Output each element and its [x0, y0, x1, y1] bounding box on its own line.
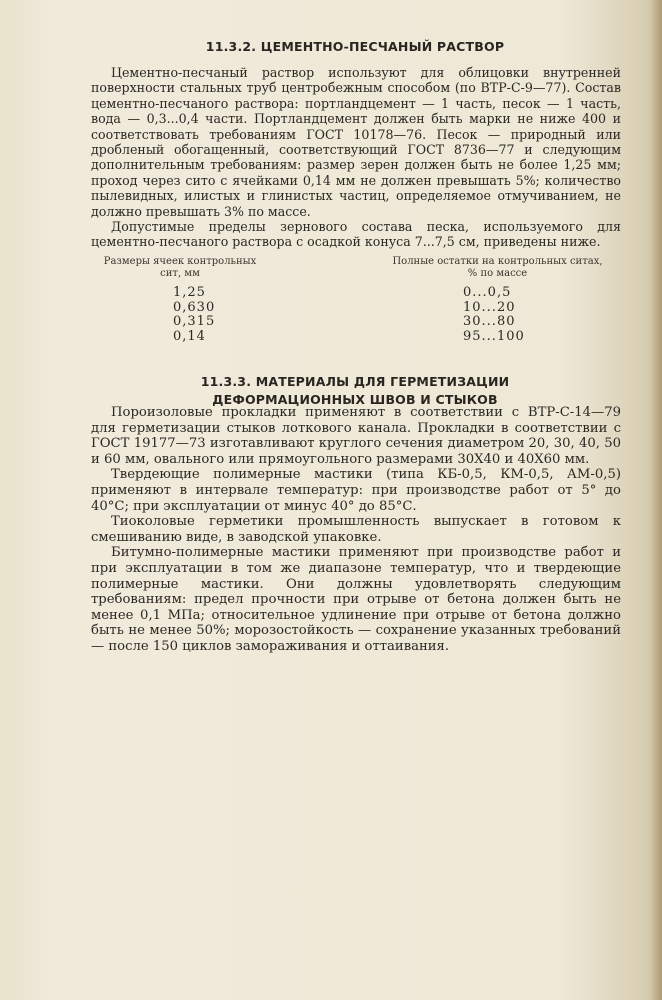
table-column-sizes — [173, 286, 215, 344]
section1-body — [91, 65, 621, 250]
table-cell-size: 1,25 — [173, 285, 206, 300]
table-cell-residue: 95...100 — [463, 328, 525, 344]
table-cell-residue: 30...80 — [463, 314, 516, 329]
section-title-line: ДЕФОРМАЦИОННЫХ ШВОВ И СТЫКОВ — [212, 392, 498, 407]
table-header-residue: Полные остатки на контрольных ситах, % по массе — [392, 256, 603, 279]
table-cell-residue: 0...0,5 — [463, 285, 512, 300]
table-cell-size: 0,630 — [173, 299, 216, 315]
table-header-sieve-size: Размеры ячеек контрольных сит, мм — [103, 256, 257, 279]
table-column-residues — [463, 286, 525, 344]
table-cell-residue: 10...20 — [463, 299, 516, 315]
sieve-table — [95, 256, 615, 356]
paragraph: Твердеющие полимерные мастики (типа КБ-0,5, КМ-0,5, АМ-0,5) применяют в интервале температур: при производстве работ от 5° до 40°С; при эксплуатации от минус 40° до 85°С. — [91, 467, 621, 514]
paragraph: Цементно-песчаный раствор используют для облицовки внутренней поверхности стальных труб центробежным способом (по ВТР-С-9—77). Состав цементно-песчаного раствора: портландцемент — 1 часть, песок — 1 часть, вода — 0,3...0,4 части. Портландцемент должен быть марки не ниже 400 и соответствовать требованиям ГОСТ 10178—76. Песок — природный или дробленый обогащенный, соответствующий ГОСТ 8736—77 и следующим дополнительным требованиям: размер зерен должен быть не более 1,25 мм; проход через сито с ячейками 0,14 мм не должен превышать 5%; количество пылевидных, илистых и глинистых частиц, определяемое отмучиванием, не должно превышать 3% по массе. — [91, 65, 621, 219]
paragraph: Допустимые пределы зернового состава песка, используемого для цементно-песчаного раствора с осадкой конуса 7...7,5 см, приведены ниже. — [91, 219, 621, 250]
section2-body — [91, 405, 621, 655]
section-title-cement-sand-mortar: 11.3.2. ЦЕМЕНТНО-ПЕСЧАНЫЙ РАСТВОР — [205, 39, 505, 54]
paragraph: Порoизоловые прокладки применяют в соответствии с ВТР-С-14—79 для герметизации стыков лоткового канала. Прокладки в соответствии с ГОСТ 19177—73 изготавливают круглого сечения диаметром 20, 30, 40, 50 и 60 мм, овального или прямоугольного размерами 30X40 и 40X60 мм. — [91, 405, 621, 467]
page-edge-shadow — [650, 0, 662, 1000]
table-cell-size: 0,14 — [173, 328, 206, 344]
paragraph: Битумно-полимерные мастики применяют при производстве работ и при эксплуатации в том же диапазоне температур, что и твердеющие полимерные мастики. Они должны удовлетворять следующим требованиям: предел прочности при отрыве от бетона должен быть не менее 0,1 МПа; относительное удлинение при отрыве от бетона должно быть не менее 50%; морозостойкость — сохранение указанных требований — после 150 циклов замораживания и оттаивания. — [91, 545, 621, 654]
table-cell-size: 0,315 — [173, 314, 216, 329]
paragraph: Тиоколовые герметики промышленность выпускает в готовом к смешиванию виде, в заводской упаковке. — [91, 514, 621, 545]
section-title-sealing-materials — [90, 373, 620, 409]
section-title-line: 11.3.3. МАТЕРИАЛЫ ДЛЯ ГЕРМЕТИЗАЦИИ — [200, 374, 510, 389]
